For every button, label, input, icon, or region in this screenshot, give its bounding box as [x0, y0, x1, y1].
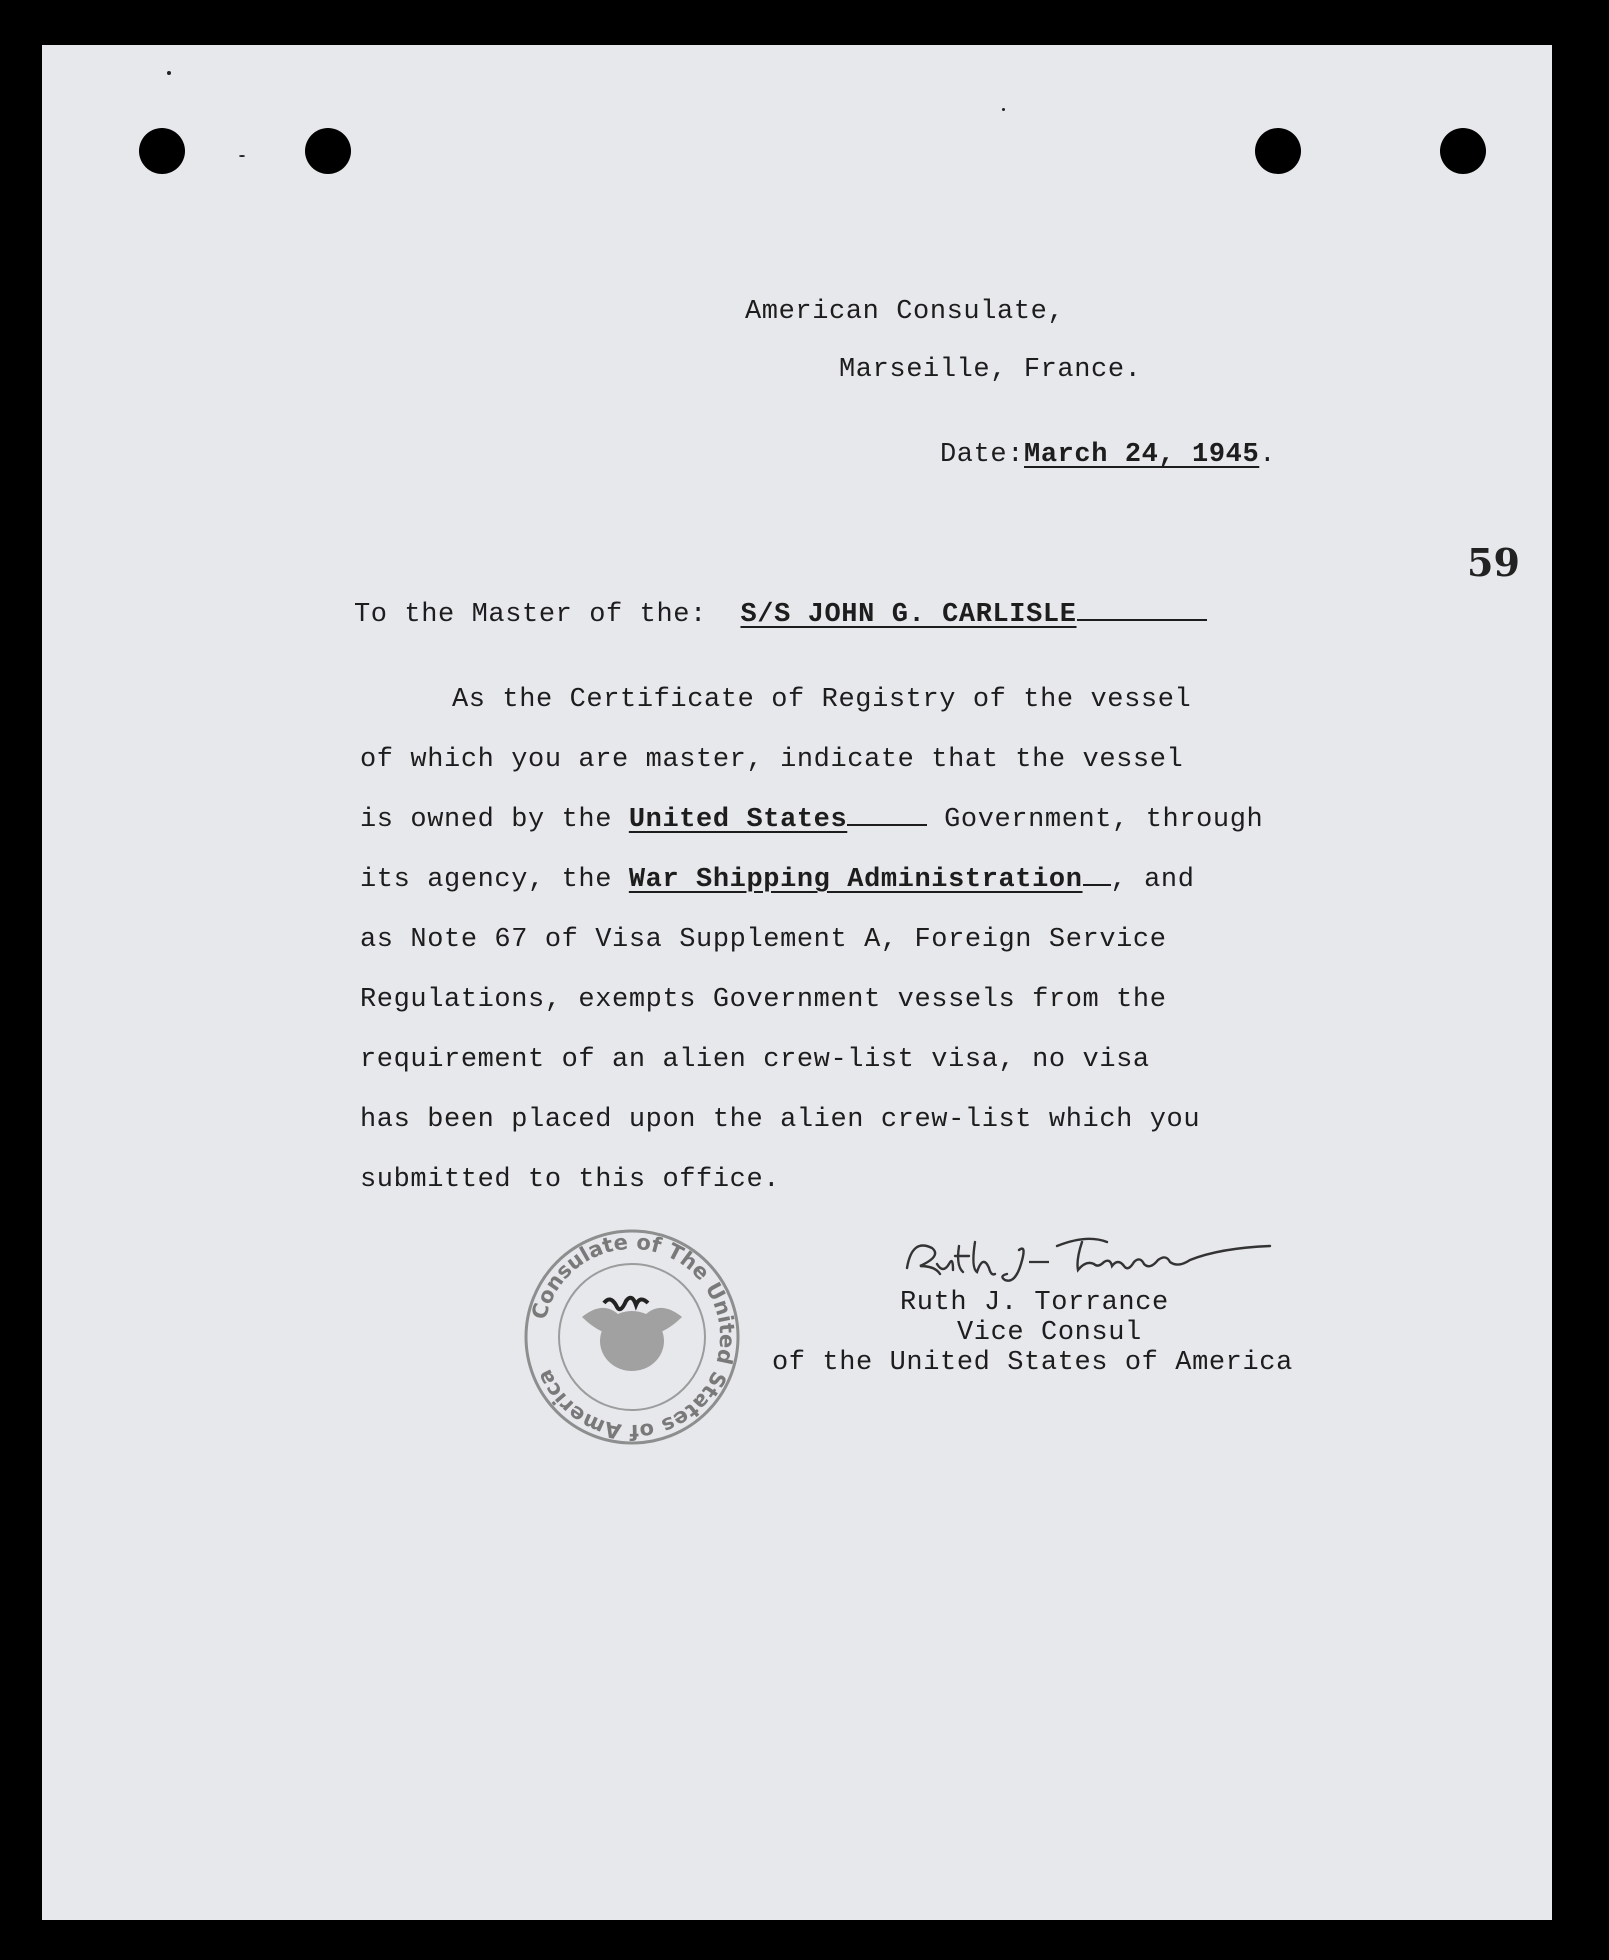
body-line: [360, 865, 1195, 895]
date-line: [940, 440, 1276, 470]
date-value: March 24, 1945: [1024, 440, 1260, 470]
eagle-emblem-icon: [582, 1308, 682, 1371]
punch-hole: [305, 128, 351, 174]
body-text: , and: [1110, 865, 1195, 895]
dust-speck: [1002, 108, 1005, 111]
body-line: Regulations, exempts Government vessels from the: [360, 985, 1167, 1015]
page-number: 59: [1467, 540, 1520, 585]
body-text: is owned by the: [360, 805, 629, 835]
body-line: [360, 805, 1263, 835]
document-page: [42, 45, 1552, 1920]
date-end: .: [1259, 440, 1277, 470]
punch-hole: [139, 128, 185, 174]
body-text: Government, through: [927, 805, 1264, 835]
body-text: its agency, the: [360, 865, 629, 895]
date-label: Date:: [940, 440, 1025, 470]
punch-hole: [1440, 128, 1486, 174]
body-line: submitted to this office.: [360, 1165, 781, 1195]
signer-title: Vice Consul: [957, 1318, 1142, 1348]
vessel-name: S/S JOHN G. CARLISLE: [740, 600, 1077, 630]
body-line: as Note 67 of Visa Supplement A, Foreign Service: [360, 925, 1167, 955]
consulate-city: Marseille, France.: [839, 355, 1142, 385]
body-line: of which you are master, indicate that the vessel: [360, 745, 1184, 775]
owner-value: United States: [628, 805, 848, 835]
signer-office: of the United States of America: [772, 1348, 1293, 1378]
addressee-label: To the Master of the:: [354, 600, 707, 630]
body-line: As the Certificate of Registry of the vessel: [452, 685, 1192, 715]
signer-name: Ruth J. Torrance: [900, 1288, 1169, 1318]
fill-blank: [1077, 615, 1207, 621]
dust-speck: [167, 71, 171, 75]
dust-speck: [239, 155, 245, 157]
consulate-name: American Consulate,: [745, 297, 1065, 327]
fill-blank: [847, 820, 927, 826]
fill-blank: [1083, 880, 1111, 886]
addressee-line: [354, 600, 1207, 630]
consulate-seal-stamp: [512, 1217, 752, 1457]
body-line: requirement of an alien crew-list visa, no visa: [360, 1045, 1150, 1075]
agency-value: War Shipping Administration: [628, 865, 1083, 895]
seal-text: Consulate of The United States of America: [526, 1229, 740, 1445]
body-line: has been placed upon the alien crew-list which you: [360, 1105, 1201, 1135]
punch-hole: [1255, 128, 1301, 174]
